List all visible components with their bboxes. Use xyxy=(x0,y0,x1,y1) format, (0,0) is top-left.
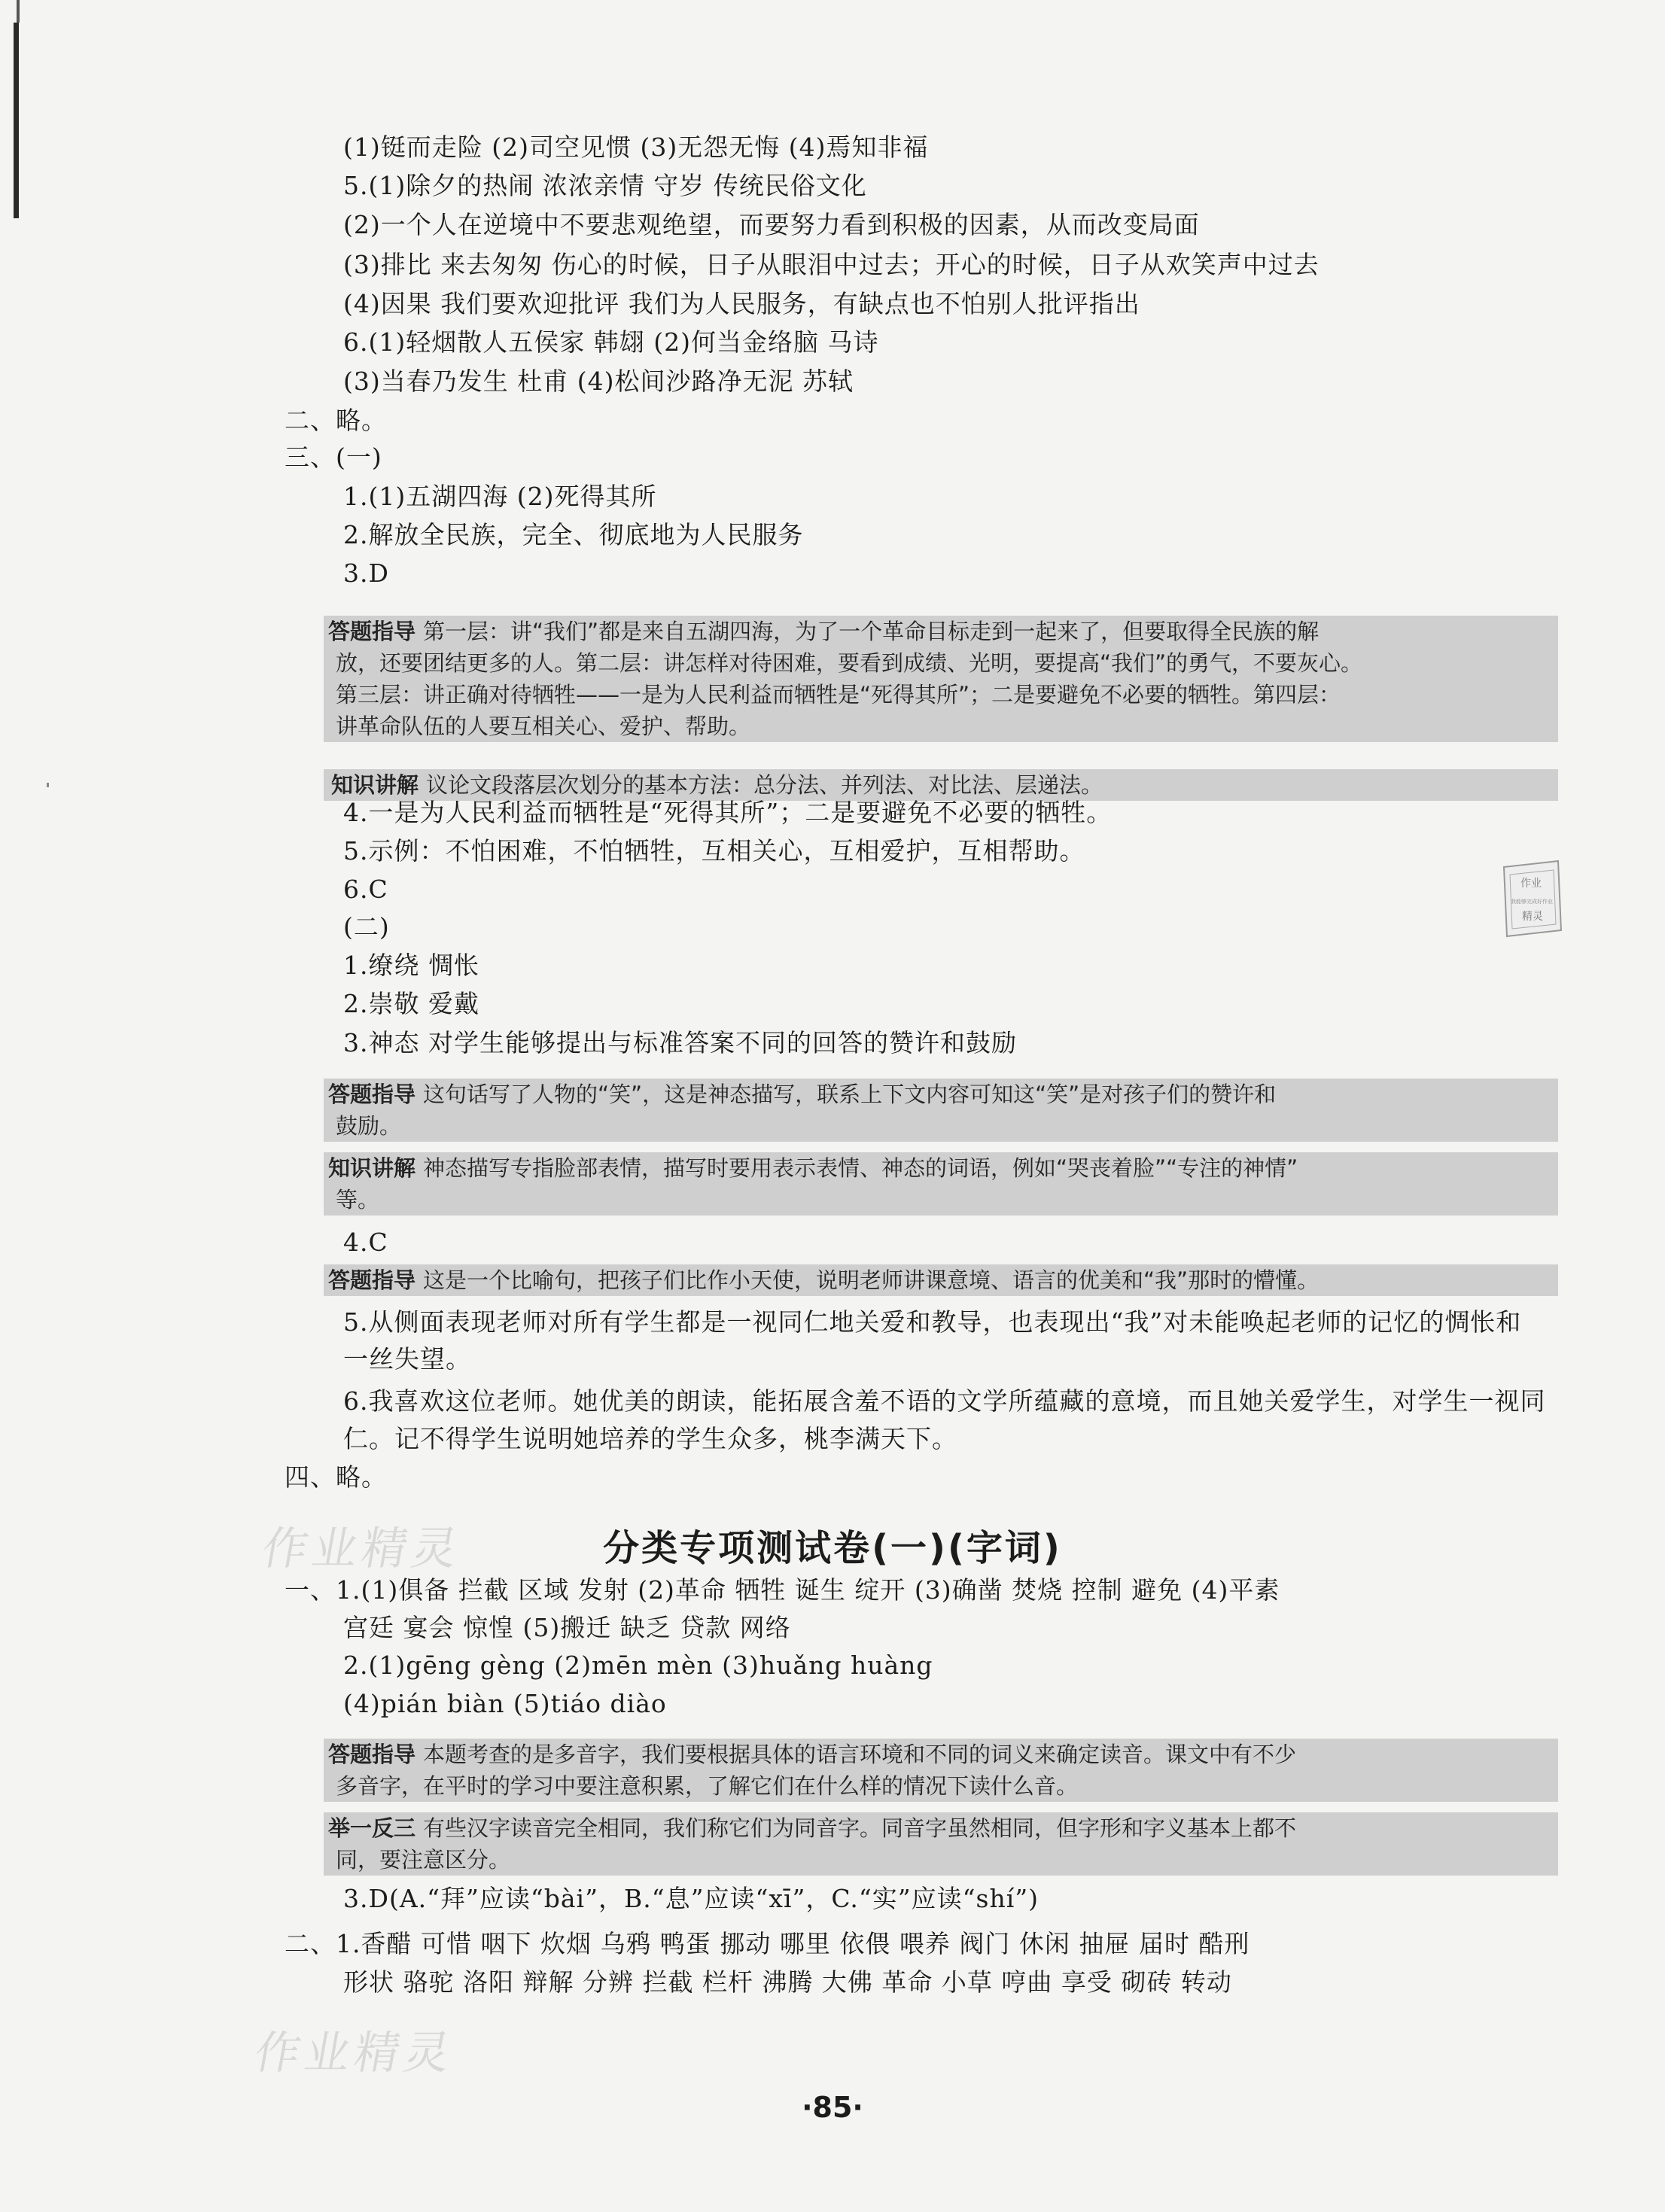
answer-line: 3.神态 对学生能够提出与标准答案不同的回答的赞许和鼓励 xyxy=(343,1028,1017,1057)
knowledge-line: 知识讲解 议论文段落层次划分的基本方法：总分法、并列法、对比法、层递法。 xyxy=(331,772,1103,798)
guide-line xyxy=(328,1814,1296,1842)
answer-line: 宫廷 宴会 惊惶 (5)搬迁 缺乏 贷款 网络 xyxy=(343,1613,791,1642)
guide-body: 本题考查的是多音字，我们要根据具体的语言环境和不同的词义来确定读音。课文中有不少 xyxy=(423,1742,1297,1767)
guide-line xyxy=(328,649,1362,677)
answer-line: (3)排比 来去匆匆 伤心的时候，日子从眼泪中过去；开心的时候，日子从欢笑声中过去 xyxy=(343,250,1320,279)
answer-line: 2.崇敬 爱戴 xyxy=(343,989,479,1018)
guide-body: 鼓励。 xyxy=(336,1113,402,1139)
answer-line: 6.(1)轻烟散人五侯家 韩翃 (2)何当金络脑 马诗 xyxy=(343,327,879,357)
svg-text:精灵: 精灵 xyxy=(1522,911,1543,923)
guide-body: 神态描写专指脸部表情，描写时要用表示表情、神态的词语，例如“哭丧着脸”“专注的神情” xyxy=(423,1155,1298,1181)
guide-body: 同，要注意区分。 xyxy=(336,1847,511,1873)
answer-line: 4.一是为人民利益而牺牲是“死得其所”；二是要避免不必要的牺牲。 xyxy=(343,798,1113,827)
guide-line xyxy=(328,712,750,741)
binding-edge xyxy=(17,0,20,23)
answer-line: 二、略。 xyxy=(285,406,387,435)
watermark: 作业精灵 xyxy=(250,2027,459,2080)
guide-box xyxy=(324,1079,1558,1142)
answer-line: 1.缭绕 惆怅 xyxy=(343,951,479,980)
guide-body: 第三层：讲正确对待牺牲——一是为人民利益而牺牲是“死得其所”；二是要避免不必要的牺牲。第四层： xyxy=(336,682,1341,707)
guide-body: 放，还要团结更多的人。第二层：讲怎样对待困难，要看到成绩、光明，要提高“我们”的勇气，不要灰心。 xyxy=(336,650,1363,676)
answer-line: 6.我喜欢这位老师。她优美的朗读，能拓展含羞不语的文学所蕴藏的意境，而且她关爱学生，对学生一视同 xyxy=(343,1386,1546,1416)
guide-body: 讲革命队伍的人要互相关心、爱护、帮助。 xyxy=(336,713,751,739)
guide-line xyxy=(328,1154,1298,1182)
guide-body: 等。 xyxy=(336,1187,380,1212)
answer-line: 1.(1)五湖四海 (2)死得其所 xyxy=(343,482,657,511)
scan-speck xyxy=(47,783,49,787)
guide-box xyxy=(324,1739,1558,1802)
watermark: 作业精灵 xyxy=(257,1523,467,1575)
svg-text:作业: 作业 xyxy=(1520,878,1542,890)
guide-box xyxy=(324,1264,1558,1296)
answer-line: 4.C xyxy=(343,1228,388,1257)
answer-line: (3)当春乃发生 杜甫 (4)松间沙路净无泥 苏轼 xyxy=(343,367,854,396)
binding-edge xyxy=(14,23,19,218)
knowledge-box xyxy=(324,769,1558,801)
answer-line: 5.示例：不怕困难，不怕牺牲，互相关心，互相爱护，互相帮助。 xyxy=(343,836,1085,866)
answer-line: 2.解放全民族，完全、彻底地为人民服务 xyxy=(343,520,804,549)
answer-line: (4)因果 我们要欢迎批评 我们为人民服务，有缺点也不怕别人批评指出 xyxy=(343,289,1140,318)
answer-line: 形状 骆驼 洛阳 辩解 分辨 拦截 栏杆 沸腾 大佛 革命 小草 哼曲 享受 砌砖 转动 xyxy=(343,1967,1232,1997)
page-number: ·85· xyxy=(802,2091,863,2124)
answer-line: 5.(1)除夕的热闹 浓浓亲情 守岁 传统民俗文化 xyxy=(343,171,867,200)
guide-tag: 举一反三 xyxy=(328,1815,416,1841)
guide-line: 答题指导 这是一个比喻句，把孩子们比作小天使，说明老师讲课意境、语言的优美和“我”那时的懵懂。 xyxy=(328,1267,1320,1293)
guide-line xyxy=(328,1185,379,1214)
svg-text:我能够完成好作业: 我能够完成好作业 xyxy=(1511,899,1553,905)
guide-body: 多音字，在平时的学习中要注意积累，了解它们在什么样的情况下读什么音。 xyxy=(336,1773,1079,1799)
guide-box xyxy=(324,616,1558,742)
answer-line: 一丝失望。 xyxy=(343,1344,471,1374)
guide-line xyxy=(328,1845,510,1874)
answer-line: (二) xyxy=(343,912,390,942)
guide-body: 有些汉字读音完全相同，我们称它们为同音字。同音字虽然相同，但字形和字义基本上都不 xyxy=(423,1815,1297,1841)
guide-tag: 答题指导 xyxy=(328,1742,416,1767)
guide-line xyxy=(328,1080,1276,1109)
guide-line xyxy=(328,1740,1296,1769)
stamp-logo xyxy=(1496,858,1566,941)
answer-line: 仁。记不得学生说明她培养的学生众多，桃李满天下。 xyxy=(343,1424,957,1453)
guide-line xyxy=(328,1112,401,1140)
answer-line: (1)铤而走险 (2)司空见惯 (3)无怨无悔 (4)焉知非福 xyxy=(343,132,929,162)
answer-line: 二、1.香醋 可惜 咽下 炊烟 乌鸦 鸭蛋 挪动 哪里 依偎 喂养 阀门 休闲 抽屉 届时 酷刑 xyxy=(285,1929,1250,1958)
answer-line: 一、1.(1)俱备 拦截 区域 发射 (2)革命 牺牲 诞生 绽开 (3)确凿 焚烧 控制 避免 (4)平素 xyxy=(285,1575,1280,1605)
answer-line: 6.C xyxy=(343,875,388,904)
answer-line: (2)一个人在逆境中不要悲观绝望，而要努力看到积极的因素，从而改变局面 xyxy=(343,210,1200,239)
extend-box xyxy=(324,1812,1558,1876)
answer-line: (4)pián biàn (5)tiáo diào xyxy=(343,1689,667,1718)
answer-line: 2.(1)gēng gèng (2)mēn mèn (3)huǎng huàng xyxy=(343,1651,933,1680)
guide-tag: 知识讲解 xyxy=(328,1155,416,1181)
knowledge-box xyxy=(324,1152,1558,1216)
guide-tag: 答题指导 xyxy=(328,619,416,644)
answer-line: 四、略。 xyxy=(285,1462,387,1492)
guide-line xyxy=(328,680,1341,709)
guide-line xyxy=(328,1772,1078,1800)
guide-line xyxy=(328,617,1319,646)
section-title: 分类专项测试卷(一)(字词) xyxy=(603,1527,1062,1569)
answer-line: 5.从侧面表现老师对所有学生都是一视同仁地关爱和教导，也表现出“我”对未能唤起老师的记忆的惆怅和 xyxy=(343,1307,1522,1337)
answer-line: 3.D(A.“拜”应读“bài”，B.“息”应读“xī”，C.“实”应读“shí”) xyxy=(343,1884,1039,1913)
guide-body: 这句话写了人物的“笑”，这是神态描写，联系上下文内容可知这“笑”是对孩子们的赞许和 xyxy=(423,1082,1277,1107)
guide-tag: 答题指导 xyxy=(328,1082,416,1107)
answer-line: 三、(一) xyxy=(285,443,382,472)
guide-body: 第一层：讲“我们”都是来自五湖四海，为了一个革命目标走到一起来了，但要取得全民族的解 xyxy=(423,619,1320,644)
answer-line: 3.D xyxy=(343,558,389,588)
